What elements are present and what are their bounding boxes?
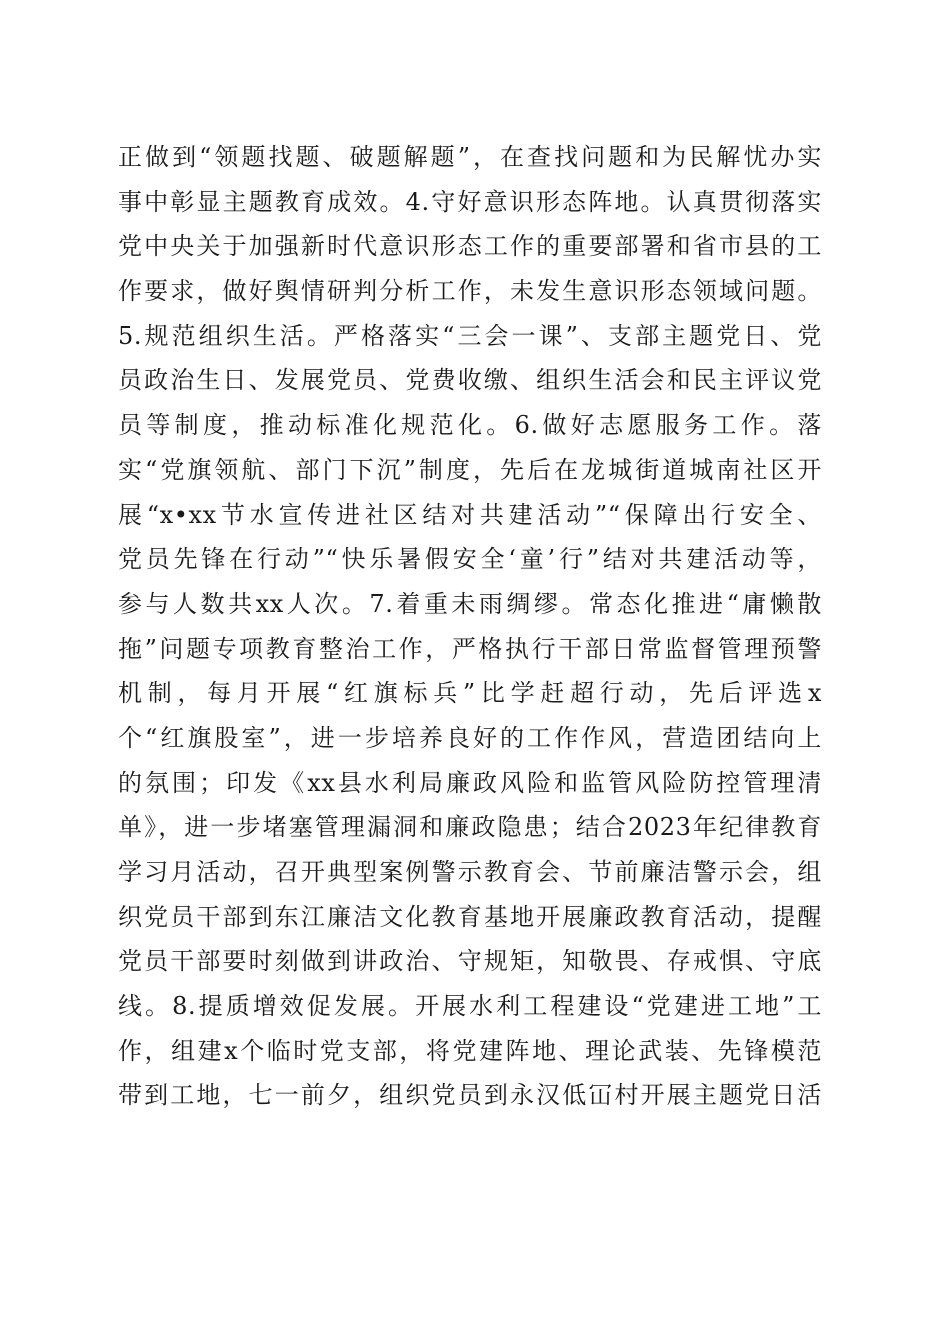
- text-line: 参与人数共xx人次。7.着重未雨绸缪。常态化推进“庸懒散: [118, 589, 822, 618]
- text-line: 党员干部要时刻做到讲政治、守规矩，知敬畏、存戒惧、守底: [118, 947, 822, 976]
- text-line: 的氛围；印发《xx县水利局廉政风险和监管风险防控管理清: [118, 768, 822, 797]
- text-line: 带到工地，七一前夕，组织党员到永汉低冚村开展主题党日活: [118, 1081, 822, 1110]
- text-line: 单》，进一步堵塞管理漏洞和廉政隐患；结合2023年纪律教育: [118, 813, 822, 842]
- text-line: 作要求，做好舆情研判分析工作，未发生意识形态领域问题。: [118, 277, 822, 306]
- text-line: 党中央关于加强新时代意识形态工作的重要部署和省市县的工: [118, 232, 822, 261]
- text-line: 党员先锋在行动”“快乐暑假安全‘童’行”结对共建活动等，: [118, 545, 822, 574]
- text-line: 5.规范组织生活。严格落实“三会一课”、支部主题党日、党: [118, 321, 822, 350]
- text-line: 机制，每月开展“红旗标兵”比学赶超行动，先后评选x: [118, 679, 822, 708]
- text-line: 展“x•xx节水宣传进社区结对共建活动”“保障出行安全、: [118, 500, 822, 529]
- body-paragraph: [118, 135, 822, 1118]
- text-line: 个“红旗股室”，进一步培养良好的工作作风，营造团结向上: [118, 723, 822, 752]
- text-line: 正做到“领题找题、破题解题”，在查找问题和为民解忧办实: [118, 143, 822, 171]
- text-line: 事中彰显主题教育成效。4.守好意识形态阵地。认真贯彻落实: [118, 187, 822, 216]
- text-line: 织党员干部到东江廉洁文化教育基地开展廉政教育活动，提醒: [118, 902, 822, 931]
- text-line: 实“党旗领航、部门下沉”制度，先后在龙城街道城南社区开: [118, 455, 822, 484]
- text-line: 线。8.提质增效促发展。开展水利工程建设“党建进工地”工: [118, 992, 822, 1021]
- text-line: 员等制度，推动标准化规范化。6.做好志愿服务工作。落: [118, 411, 822, 440]
- text-line: 学习月活动，召开典型案例警示教育会、节前廉洁警示会，组: [118, 858, 822, 886]
- text-line: 员政治生日、发展党员、党费收缴、组织生活会和民主评议党: [118, 366, 822, 395]
- text-line: 作，组建x个临时党支部，将党建阵地、理论武装、先锋模范: [118, 1036, 822, 1065]
- text-line: 拖”问题专项教育整治工作，严格执行干部日常监督管理预警: [118, 634, 822, 663]
